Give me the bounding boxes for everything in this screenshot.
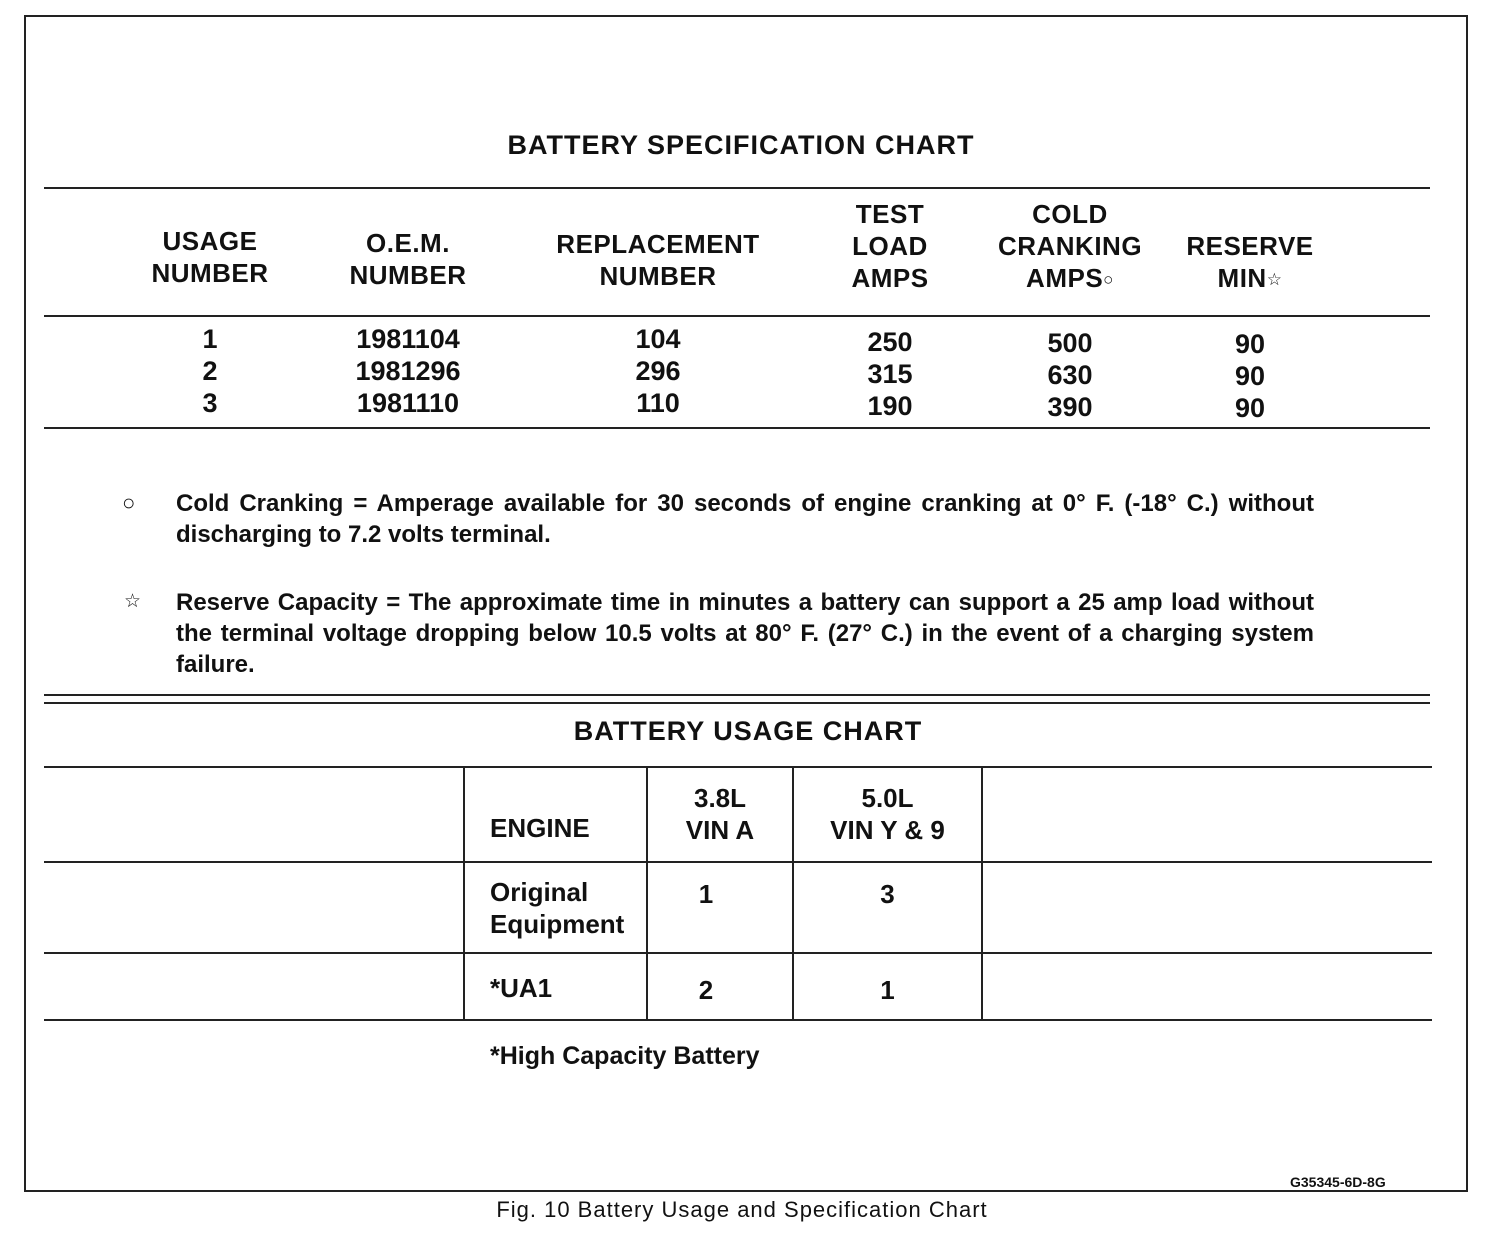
usage-footnote: *High Capacity Battery [490, 1042, 760, 1070]
table-row [0, 355, 1482, 391]
cell-oem: 1981110 [356, 388, 460, 418]
circle-bullet-icon: ○ [122, 490, 136, 515]
usage-row-rule [44, 952, 1432, 954]
spec-top-rule [44, 187, 1430, 189]
usage-chart-title: BATTERY USAGE CHART [573, 716, 923, 746]
note-reserve-capacity: Reserve Capacity = The approximate time in minutes a battery can support a 25 amp load without the terminal voltage dropping below 10.5 volts at 80° F. (27° C.) in the event of a charging system failure. [176, 589, 1314, 678]
cell-usage: 2 [202, 356, 218, 386]
table-row [0, 972, 1482, 1012]
header-test-load-amps: TEST LOAD AMPS [851, 199, 929, 293]
header-reserve-min: RESERVE MIN☆ [1186, 231, 1314, 293]
cell-cold-cranking: 500 [1047, 328, 1093, 358]
usage-bottom-rule [44, 1019, 1432, 1021]
header-replacement-number: REPLACEMENT NUMBER [556, 229, 760, 291]
cell-replacement: 296 [635, 356, 681, 386]
usage-header-5-0l: 5.0L VIN Y & 9 [830, 783, 945, 845]
cell-reserve: 90 [1234, 329, 1266, 359]
usage-header-rule [44, 861, 1432, 863]
cell-test-load: 190 [867, 391, 913, 421]
figure-caption: Fig. 10 Battery Usage and Specification Chart [496, 1197, 988, 1222]
circle-symbol-icon: ○ [1103, 270, 1114, 289]
header-usage-number: USAGE NUMBER [151, 226, 269, 288]
usage-cell-3-8l: 1 [698, 879, 714, 909]
cell-usage: 3 [202, 388, 218, 418]
cell-test-load: 250 [867, 327, 913, 357]
usage-cell-5-0l: 3 [880, 879, 895, 909]
cell-cold-cranking: 390 [1047, 392, 1093, 422]
spec-chart-title: BATTERY SPECIFICATION CHART [507, 130, 975, 160]
star-symbol-icon: ☆ [1266, 270, 1283, 289]
cell-reserve: 90 [1234, 393, 1266, 423]
cell-reserve: 90 [1234, 361, 1266, 391]
usage-row-label: *UA1 [490, 973, 553, 1003]
cell-replacement: 104 [635, 324, 681, 354]
spec-header-rule [44, 315, 1430, 317]
cell-oem: 1981104 [356, 324, 460, 354]
cell-oem: 1981296 [355, 356, 461, 386]
spec-bottom-rule [44, 427, 1430, 429]
note-cold-cranking: Cold Cranking = Amperage available for 30 seconds of engine cranking at 0° F. (-18° C.) without discharging to 7.2 volts terminal. [176, 490, 1314, 548]
usage-row-label: Original Equipment [490, 877, 625, 939]
usage-cell-5-0l: 1 [880, 975, 895, 1005]
table-row [0, 387, 1482, 423]
double-rule-bottom [44, 702, 1430, 704]
table-row [0, 876, 1482, 946]
header-oem-number: O.E.M. NUMBER [349, 228, 467, 290]
header-cold-cranking-amps: COLD CRANKING AMPS○ [997, 199, 1143, 293]
double-rule-top [44, 694, 1430, 696]
table-row [0, 323, 1482, 359]
figure-code: G35345-6D-8G [1290, 1174, 1386, 1190]
cell-usage: 1 [202, 324, 218, 354]
cell-cold-cranking: 630 [1047, 360, 1093, 390]
usage-header-engine: ENGINE [490, 813, 590, 843]
cell-test-load: 315 [867, 359, 913, 389]
usage-cell-3-8l: 2 [698, 975, 714, 1005]
usage-top-rule [44, 766, 1432, 768]
usage-header-3-8l: 3.8L VIN A [685, 783, 755, 845]
cell-replacement: 110 [636, 388, 680, 418]
star-bullet-icon: ☆ [124, 591, 142, 612]
